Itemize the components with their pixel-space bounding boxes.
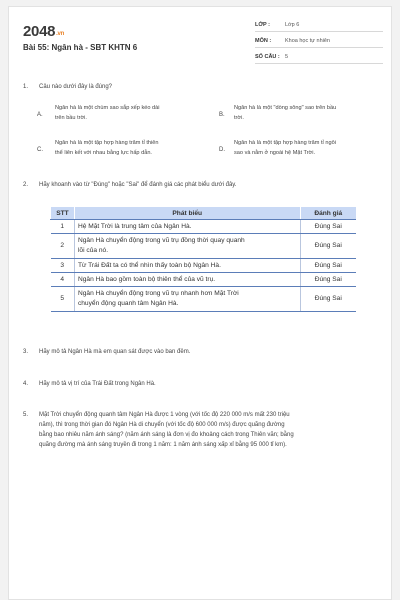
q1-option-b[interactable] (234, 104, 336, 123)
row-statement-line1: Ngân Hà bao gồm toàn bộ thiên thể của vũ trụ. (77, 275, 216, 283)
meta-count-value: 5 (285, 54, 289, 60)
q1-text: Câu nào dưới đây là đúng? (39, 84, 113, 90)
row-statement (74, 273, 300, 287)
q4-number: 4. (23, 381, 29, 387)
q1-option-d-line2: sao và nằm ở ngoài hệ Mặt Trời. (234, 149, 316, 156)
row-answer-choices[interactable]: Đúng Sai (300, 273, 356, 287)
row-stt: 5 (51, 287, 75, 312)
row-statement (74, 220, 300, 234)
q5-line: năm), thì trong thời gian đó Ngân Hà di chuyển (với tốc độ 600 000 m/s) được quãng đường (39, 422, 285, 428)
table-header-evaluation: Đánh giá (300, 207, 356, 220)
row-statement (74, 287, 300, 312)
q1-option-c-letter[interactable]: C. (37, 147, 43, 153)
true-false-table (50, 206, 356, 312)
logo-text: 2048 (23, 23, 56, 40)
q1-option-c-line2: thể liên kết với nhau bằng lực hấp dẫn. (55, 149, 152, 156)
row-stt: 2 (51, 234, 75, 259)
meta-subject-value: Khoa học tự nhiên (285, 38, 330, 44)
table-row (51, 273, 357, 287)
row-answer-choices[interactable]: Đúng Sai (300, 234, 356, 259)
row-statement (74, 234, 300, 259)
q1-option-b-line1: Ngân hà là một "dòng sông" sao trên bầu (234, 105, 337, 111)
q1-option-d[interactable] (234, 139, 336, 158)
row-statement-line1: Hệ Mặt Trời là trung tâm của Ngân Hà. (77, 222, 192, 230)
table-row (51, 234, 357, 259)
q3-number: 3. (23, 349, 29, 355)
q1-option-b-letter[interactable]: B. (219, 112, 225, 118)
q2-text: Hãy khoanh vào từ "Đúng" hoặc "Sai" để đánh giá các phát biểu dưới đây. (39, 182, 237, 188)
q4-text: Hãy mô tả vị trí của Trái Đất trong Ngân Hà. (39, 381, 156, 387)
q1-option-d-letter[interactable]: D. (219, 147, 225, 153)
meta-count (255, 49, 383, 64)
q1-option-a-line1: Ngân hà là một chùm sao sắp xếp kéo dài (55, 105, 160, 111)
worksheet-page (8, 6, 392, 600)
row-answer-choices[interactable]: Đúng Sai (300, 220, 356, 234)
q5-line: quãng đường mà ánh sáng truyền đi trong 1 năm: 1 năm ánh sáng xấp xỉ bằng 95 000 tỉ km). (39, 442, 287, 448)
row-statement-line1: Từ Trái Đất ta có thể nhìn thấy toàn bộ Ngân Hà. (77, 261, 221, 269)
meta-class-value: Lớp 6 (285, 22, 300, 28)
table-header-statement: Phát biểu (74, 207, 300, 220)
row-statement-line2: chuyển động quanh tâm Ngân Hà. (77, 300, 179, 307)
meta-subject (255, 33, 383, 48)
row-statement-line1: Ngân Hà chuyển động trong vũ trụ nhanh hơn Mặt Trời (77, 290, 239, 297)
table-header-stt: STT (51, 207, 75, 220)
q1-option-d-line1: Ngân hà là một tập hợp hàng trăm tỉ ngôi (234, 140, 336, 146)
q1-option-a-line2: trên bầu trời. (55, 114, 87, 121)
q3-text: Hãy mô tả Ngân Hà mà em quan sát được vào ban đêm. (39, 349, 191, 355)
q5-line: Mặt Trời chuyển động quanh tâm Ngân Hà được 1 vòng (với tốc độ 220 000 m/s mất 230 triệu (39, 412, 290, 418)
table-row (51, 220, 357, 234)
row-statement-line1: Ngân Hà chuyển động trong vũ trụ đồng thời quay quanh (77, 237, 245, 244)
row-answer-choices[interactable]: Đúng Sai (300, 287, 356, 312)
q1-number: 1. (23, 84, 29, 90)
site-logo[interactable] (23, 23, 64, 40)
q5-line: bằng bao nhiêu năm ánh sáng? (năm ánh sáng là đơn vị đo khoảng cách trong Thiên văn; bằng (39, 432, 294, 438)
q1-option-a[interactable] (55, 104, 159, 123)
meta-subject-label: MÔN : (255, 38, 272, 44)
q1-option-c-line1: Ngân hà là một tập hợp hàng trăm tỉ thiên (55, 140, 159, 146)
q2-number: 2. (23, 182, 29, 188)
q1-option-b-line2: trời. (234, 114, 244, 121)
q5-number: 5. (23, 412, 29, 418)
row-statement-line2: lõi của nó. (77, 247, 109, 254)
row-stt: 3 (51, 259, 75, 273)
document-title: Bài 55: Ngân hà - SBT KHTN 6 (23, 43, 138, 52)
q5-text (39, 410, 389, 450)
row-statement (74, 259, 300, 273)
table-row (51, 287, 357, 312)
meta-class-label: LỚP : (255, 22, 270, 28)
meta-count-label: SỐ CÂU : (255, 54, 280, 60)
row-answer-choices[interactable]: Đúng Sai (300, 259, 356, 273)
q1-option-a-letter[interactable]: A. (37, 112, 43, 118)
table-row (51, 259, 357, 273)
q1-option-c[interactable] (55, 139, 158, 158)
meta-class (255, 17, 383, 32)
row-stt: 1 (51, 220, 75, 234)
logo-tld: .vn (56, 31, 64, 37)
row-stt: 4 (51, 273, 75, 287)
